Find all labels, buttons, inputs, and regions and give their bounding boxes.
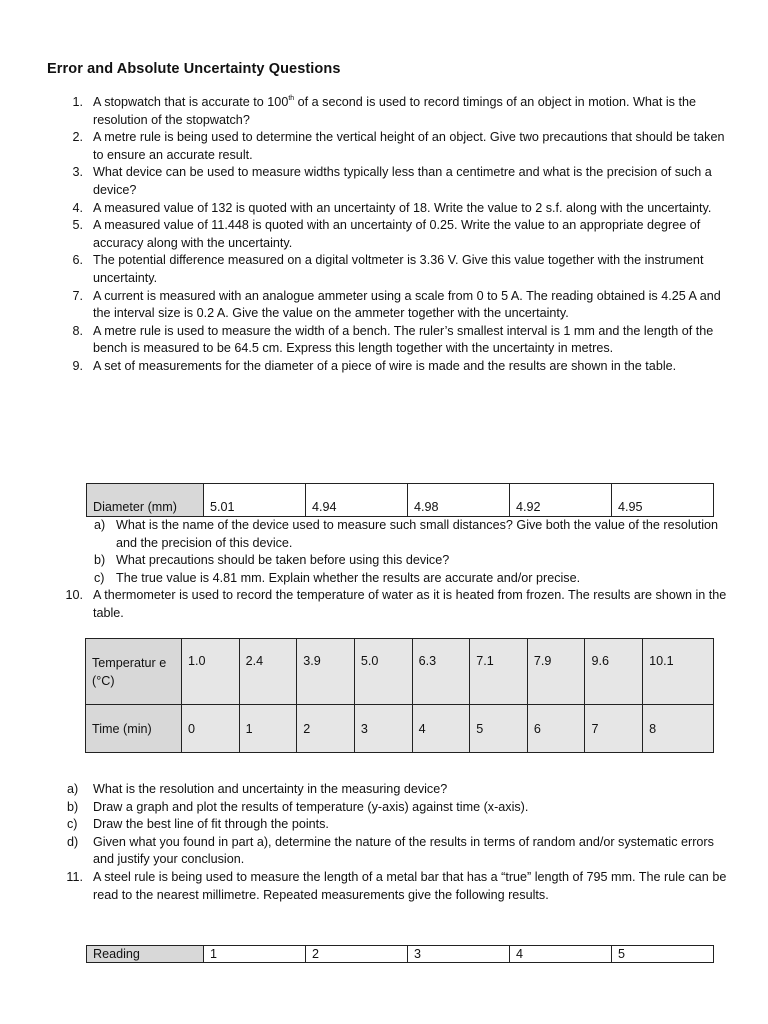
question-10c: c) Draw the best line of fit through the points. [67, 817, 329, 832]
reading-table [86, 945, 714, 963]
question-10-subparts [47, 781, 727, 904]
question-10a-text: What is the resolution and uncertainty in the measuring device? [93, 782, 448, 796]
reading-header-cell: Reading [87, 946, 204, 963]
question-7-text: A current is measured with an analogue ammeter using a scale from 0 to 5 A. The reading obtained is 4.25 A and the interval size is 0.2 A. Give the value on the ammeter together with the uncertainty. [93, 288, 721, 321]
question-8: 8. A metre rule is used to measure the width of a bench. The ruler’s smallest interval is 1 mm and the length of the bench is measured to be 64.5 cm. Express this length together with the uncertainty in metres. [72, 323, 714, 356]
question-7: 7. A current is measured with an analogue ammeter using a scale from 0 to 5 A. The reading obtained is 4.25 A and the interval size is 0.2 A. Give the value on the ammeter together with the uncertainty. [72, 288, 721, 321]
table-row [86, 639, 714, 705]
question-4: 4. A measured value of 132 is quoted with an uncertainty of 18. Write the value to 2 s.f. along with the uncertainty. [72, 200, 712, 215]
time-value-cell: 0 [182, 705, 240, 753]
question-6-text: The potential difference measured on a digital voltmeter is 3.36 V. Give this value together with the instrument uncertainty. [93, 253, 704, 285]
question-10c-text: Draw the best line of fit through the points. [93, 817, 329, 832]
question-3-text: What device can be used to measure widths typically less than a centimetre and what is the precision of such a device? [93, 165, 712, 197]
temperature-table [85, 638, 714, 753]
temperature-value-cell: 5.0 [354, 639, 412, 705]
reading-value-cell: 5 [612, 946, 714, 963]
question-1-superscript: th [288, 95, 295, 102]
question-9b-text: What precautions should be taken before using this device? [116, 553, 450, 568]
question-10b: b) Draw a graph and plot the results of temperature (y-axis) against time (x-axis). [67, 799, 529, 814]
question-5-text: A measured value of 11.448 is quoted with an uncertainty of 0.25. Write the value to an appropriate degree of accuracy along with the uncertainty. [93, 218, 701, 250]
reading-value-cell: 2 [306, 946, 408, 963]
diameter-value-cell: 4.92 [510, 484, 612, 517]
question-10d: d) Given what you found in part a), determine the nature of the results in terms of random and/or systematic errors and justify your conclusion. [67, 834, 714, 867]
time-value-cell: 6 [527, 705, 585, 753]
question-4-text: A measured value of 132 is quoted with an uncertainty of 18. Write the value to 2 s.f. along with the uncertainty. [93, 200, 712, 215]
temperature-value-cell: 10.1 [643, 639, 714, 705]
question-9a-text: What is the name of the device used to measure such small distances? Give both the value of the resolution and the precision of this device. [116, 518, 719, 550]
page-title: Error and Absolute Uncertainty Questions [47, 61, 341, 77]
reading-value-cell: 4 [510, 946, 612, 963]
question-10: 10. A thermometer is used to record the temperature of water as it is heated from frozen. The results are shown in the table. [65, 588, 727, 620]
question-11: 11. A steel rule is being used to measure the length of a metal bar that has a “true” length of 795 mm. The rule can be read to the nearest millimetre. Repeated measurements give the following results. [66, 869, 727, 902]
table-row [87, 484, 714, 517]
temperature-value-cell: 3.9 [297, 639, 355, 705]
question-9-text: A set of measurements for the diameter of a piece of wire is made and the results are shown in the table. [93, 358, 677, 373]
temperature-value-cell: 7.9 [527, 639, 585, 705]
time-header-cell: Time (min) [86, 705, 182, 753]
question-5: 5. A measured value of 11.448 is quoted with an uncertainty of 0.25. Write the value to an appropriate degree of accuracy along with the uncertainty. [72, 218, 701, 250]
question-10a: a) What is the resolution and uncertainty in the measuring device? [67, 782, 448, 796]
question-1-text-b: of a second is used to record timings of an object in motion. What is the resolution of the stopwatch? [93, 95, 696, 127]
reading-value-cell: 1 [204, 946, 306, 963]
temperature-value-cell: 7.1 [470, 639, 528, 705]
time-value-cell: 7 [585, 705, 643, 753]
question-9b: b) What precautions should be taken before using this device? [94, 553, 450, 568]
time-value-cell: 5 [470, 705, 528, 753]
question-10b-text: Draw a graph and plot the results of temperature (y-axis) against time (x-axis). [93, 799, 529, 814]
question-3: 3. What device can be used to measure widths typically less than a centimetre and what is the precision of such a device? [72, 165, 712, 197]
question-1: 1. A stopwatch that is accurate to 100th of a second is used to record timings of an object in motion. What is the resolution of the stopwatch? [72, 95, 696, 127]
question-9-subparts [47, 517, 727, 623]
reading-value-cell: 3 [408, 946, 510, 963]
time-value-cell: 1 [239, 705, 297, 753]
question-9a: a) What is the name of the device used to measure such small distances? Give both the value of the resolution and the precision of this device. [94, 518, 719, 550]
time-value-cell: 2 [297, 705, 355, 753]
diameter-header-cell: Diameter (mm) [87, 484, 204, 517]
question-1-text-a: A stopwatch that is accurate to 100 [93, 95, 289, 109]
diameter-value-cell: 5.01 [204, 484, 306, 517]
time-value-cell: 3 [354, 705, 412, 753]
temperature-value-cell: 9.6 [585, 639, 643, 705]
time-value-cell: 8 [643, 705, 714, 753]
temperature-value-cell: 6.3 [412, 639, 470, 705]
question-list-1-9 [47, 94, 727, 376]
question-2-text: A metre rule is being used to determine the vertical height of an object. Give two precautions that should be taken to ensure an accurate result. [93, 130, 725, 162]
diameter-value-cell: 4.98 [408, 484, 510, 517]
temperature-header-cell: Temperatur e (°C) [86, 639, 182, 705]
question-8-text: A metre rule is used to measure the width of a bench. The ruler’s smallest interval is 1 mm and the length of the bench is measured to be 64.5 cm. Express this length together with the uncertainty in metres. [93, 323, 714, 356]
question-9c: c) The true value is 4.81 mm. Explain whether the results are accurate and/or precise. [94, 570, 581, 585]
diameter-value-cell: 4.95 [612, 484, 714, 517]
question-11-text: A steel rule is being used to measure the length of a metal bar that has a “true” length of 795 mm. The rule can be read to the nearest millimetre. Repeated measurements give the following results. [93, 869, 727, 902]
table-row [86, 705, 714, 753]
diameter-value-cell: 4.94 [306, 484, 408, 517]
time-value-cell: 4 [412, 705, 470, 753]
question-9: 9. A set of measurements for the diameter of a piece of wire is made and the results are shown in the table. [72, 358, 677, 373]
diameter-table [86, 483, 714, 517]
temperature-value-cell: 1.0 [182, 639, 240, 705]
table-row [87, 946, 714, 963]
question-10-text: A thermometer is used to record the temperature of water as it is heated from frozen. The results are shown in the table. [93, 588, 727, 620]
question-9c-text: The true value is 4.81 mm. Explain whether the results are accurate and/or precise. [116, 570, 581, 585]
question-6: 6. The potential difference measured on a digital voltmeter is 3.36 V. Give this value together with the instrument uncertainty. [72, 253, 704, 285]
question-10d-text: Given what you found in part a), determine the nature of the results in terms of random and/or systematic errors and justify your conclusion. [93, 834, 714, 867]
temperature-value-cell: 2.4 [239, 639, 297, 705]
question-2: 2. A metre rule is being used to determine the vertical height of an object. Give two precautions that should be taken to ensure an accurate result. [72, 130, 725, 162]
